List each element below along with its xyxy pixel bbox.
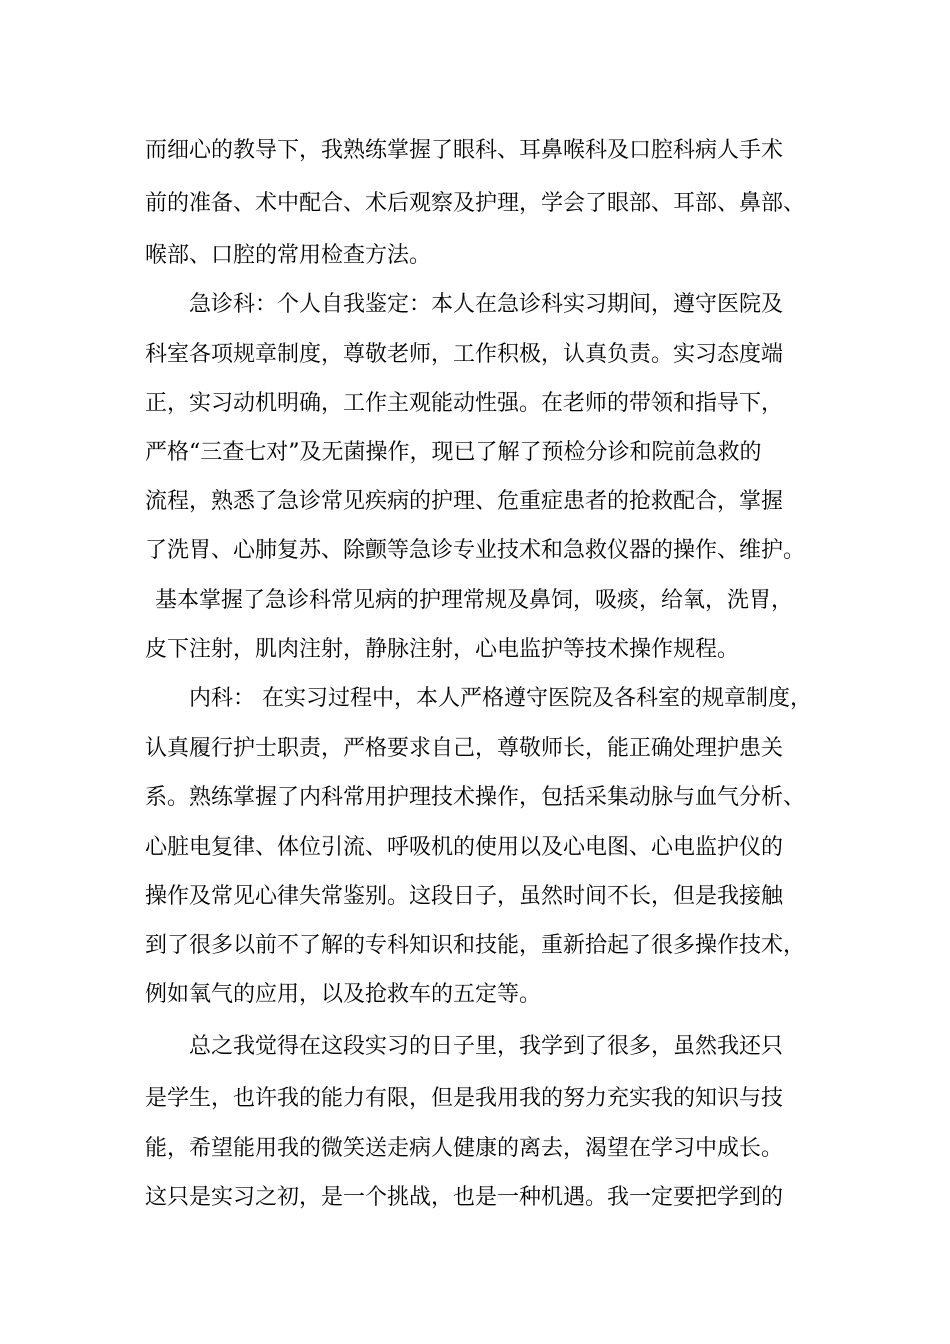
text-line-8: 流程，熟悉了急诊常见疾病的护理、危重症患者的抢救配合，掌握 — [145, 489, 784, 514]
text-line-11: 皮下注射，肌肉注射，静脉注射，心电监护等技术操作规程。 — [145, 637, 740, 662]
text-line-19: 总之我觉得在这段实习的日子里，我学到了很多，虽然我还只 — [189, 1034, 784, 1059]
text-line-5: 科室各项规章制度，尊敬老师，工作积极，认真负责。实习态度端 — [145, 342, 784, 367]
text-line-20: 是学生，也许我的能力有限，但是我用我的努力充实我的知识与技 — [145, 1086, 784, 1111]
text-line-15: 心脏电复律、体位引流、呼吸机的使用以及心电图、心电监护仪的 — [145, 835, 784, 860]
text-line-6: 正，实习动机明确，工作主观能动性强。在老师的带领和指导下， — [145, 391, 784, 416]
text-line-22: 这只是实习之初，是一个挑战，也是一种机遇。我一定要把学到的 — [145, 1185, 784, 1210]
text-line-16: 操作及常见心律失常鉴别。这段日子，虽然时间不长，但是我接触 — [145, 884, 784, 909]
text-line-12: 内科： 在实习过程中，本人严格遵守医院及各科室的规章制度， — [189, 686, 812, 711]
text-line-4: 急诊科：个人自我鉴定：本人在急诊科实习期间，遵守医院及 — [189, 292, 784, 317]
text-line-9: 了洗胃、心肺复苏、除颤等急诊专业技术和急救仪器的操作、维护。 — [145, 538, 806, 563]
text-line-14: 系。熟练掌握了内科常用护理技术操作，包括采集动脉与血气分析、 — [145, 785, 806, 810]
text-line-10: 基本掌握了急诊科常见病的护理常规及鼻饲，吸痰，给氧，洗胃， — [155, 588, 794, 613]
text-line-3: 喉部、口腔的常用检查方法。 — [145, 243, 432, 268]
text-line-21: 能，希望能用我的微笑送走病人健康的离去，渴望在学习中成长。 — [145, 1136, 784, 1161]
text-line-1: 而细心的教导下，我熟练掌握了眼科、耳鼻喉科及口腔科病人手术 — [145, 138, 784, 163]
text-line-2: 前的准备、术中配合、术后观察及护理，学会了眼部、耳部、鼻部、 — [145, 191, 806, 216]
text-line-7: 严格“三查七对”及无菌操作，现已了解了预检分诊和院前急救的 — [145, 440, 762, 465]
text-line-17: 到了很多以前不了解的专科知识和技能，重新拾起了很多操作技术， — [145, 933, 806, 958]
text-line-18: 例如氧气的应用，以及抢救车的五定等。 — [145, 982, 542, 1007]
text-line-13: 认真履行护士职责，严格要求自己，尊敬师长，能正确处理护患关 — [145, 736, 784, 761]
